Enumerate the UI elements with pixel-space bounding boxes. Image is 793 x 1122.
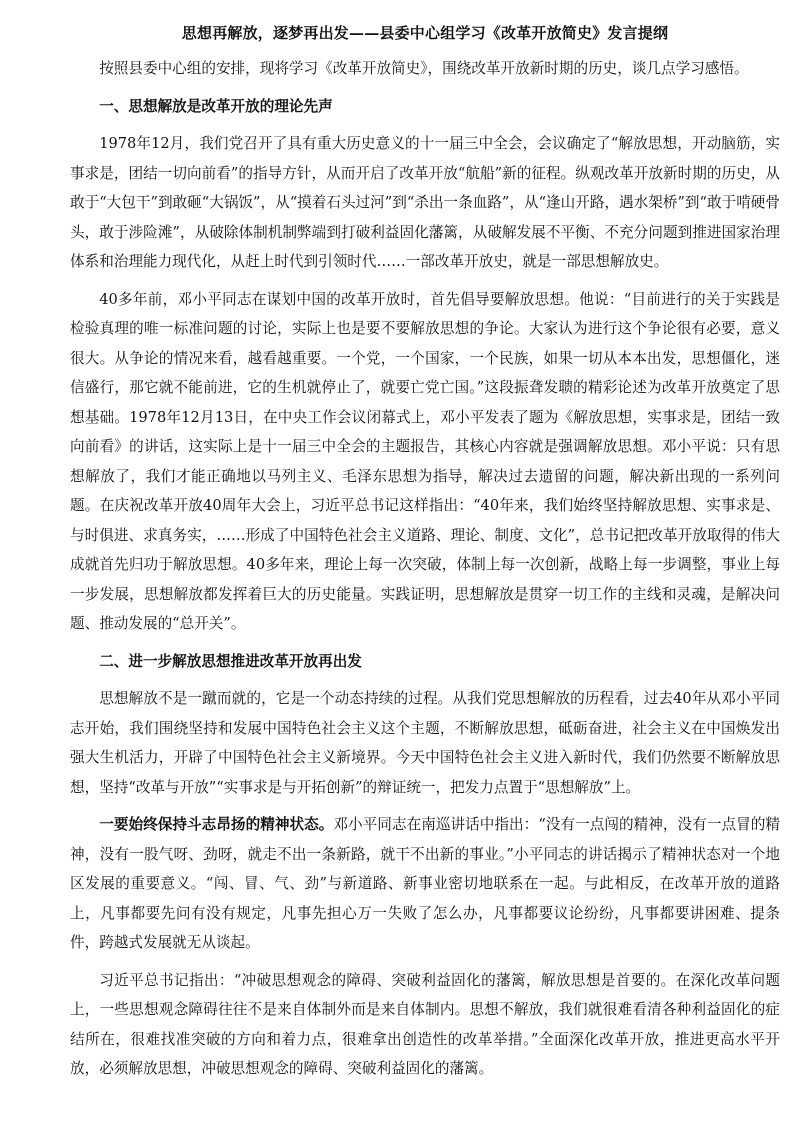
document-title: 思想再解放，逐梦再出发——县委中心组学习《改革开放简史》发言提纲 xyxy=(181,24,669,42)
section-2-paragraph-1: 思想解放不是一蹴而就的，它是一个动态持续的过程。从我们党思想解放的历程看，过去40年从邓小平同志开始，我们围绕坚持和发展中国特色社会主义这个主题，不断解放思想，砥砺奋进，社会主义在中国焕发出强大生机活力，开辟了中国特色社会主义新境界。今天中国特色社会主义进入新时代，我们仍然要不断解放思想，坚持“改革与开放”“实事求是与开拓创新”的辩证统一，把发力点置于“思想解放”上。 xyxy=(70,690,780,796)
section-1-heading: 一、思想解放是改革开放的理论先声 xyxy=(99,97,333,115)
section-2-paragraph-2-body: 邓小平同志在南巡讲话中指出：“没有一点闯的精神，没有一点冒的精神，没有一股气呀、劲呀，就走不出一条新路，就干不出新的事业。”小平同志的讲话揭示了精神状态对一个地区发展的重要意义。“闯、冒、气、劲”与新道路、新事业密切地联系在一起。与此相反，在改革开放的道路上，凡事都要先问有没有规定，凡事先担心万一失败了怎么办，凡事都要议论纷纷，凡事都要讲困难、提条件，跨越式发展就无从谈起。 xyxy=(70,816,780,951)
section-2-heading: 二、进一步解放思想推进改革开放再出发 xyxy=(99,652,362,670)
section-2-paragraph-3: 习近平总书记指出：“冲破思想观念的障碍、突破利益固化的藩篱，解放思想是首要的。在深化改革问题上，一些思想观念障碍往往不是来自体制外而是来自体制内。思想不解放，我们就很难看清各种利益固化的症结所在，很难找准突破的方向和着力点，很难拿出创造性的改革举措。”全面深化改革开放，推进更高水平开放，必须解放思想，冲破思想观念的障碍、突破利益固化的藩篱。 xyxy=(70,971,780,1077)
section-2-paragraph-2 xyxy=(70,810,780,958)
intro-paragraph: 按照县委中心组的安排，现将学习《改革开放简史》，围绕改革开放新时期的历史，谈几点学习感悟。 xyxy=(99,60,749,77)
section-1-paragraph-1: 1978年12月，我们党召开了具有重大历史意义的十一届三中全会，会议确定了“解放思想，开动脑筋，实事求是，团结一切向前看”的指导方针，从而开启了改革开放“航船”新的征程。纵观改革开放新时期的历史，从敢于“大包干”到敢砸“大锅饭”，从“摸着石头过河”到“杀出一条血路”，从“逢山开路，遇水架桥”到“敢于啃硬骨头，敢于涉险滩”，从破除体制机制弊端到打破利益固化藩篱，从破解发展不平衡、不充分问题到推进国家治理体系和治理能力现代化，从赶上时代到引领时代……一部改革开放史，就是一部思想解放史。 xyxy=(70,135,780,270)
document-page xyxy=(70,20,780,1092)
section-1-paragraph-2: 40多年前，邓小平同志在谋划中国的改革开放时，首先倡导要解放思想。他说：“目前进行的关于实践是检验真理的唯一标准问题的讨论，实际上也是要不要解放思想的争论。大家认为进行这个争论很有必要，意义很大。从争论的情况来看，越看越重要。一个党，一个国家，一个民族，如果一切从本本出发，思想僵化，迷信盛行，那它就不能前进，它的生机就停止了，就要亡党亡国。”这段振聋发聩的精彩论述为改革开放奠定了思想基础。1978年12月13日，在中央工作会议闭幕式上，邓小平发表了题为《解放思想，实事求是，团结一致向前看》的讲话，这实际上是十一届三中全会的主题报告，其核心内容就是强调解放思想。邓小平说：只有思想解放了，我们才能正确地以马列主义、毛泽东思想为指导，解决过去遗留的问题，解决新出现的一系列问题。在庆祝改革开放40周年大会上，习近平总书记这样指出：“40年来，我们始终坚持解放思想、实事求是、与时俱进、求真务实，……形成了中国特色社会主义道路、理论、制度、文化”，总书记把改革开放取得的伟大成就首先归功于解放思想。40多年来，理论上每一次突破，体制上每一次创新，战略上每一步调整，事业上每一步发展，思想解放都发挥着巨大的历史能量。实践证明，思想解放是贯穿一切工作的主线和灵魂，是解决问题、推动发展的“总开关”。 xyxy=(70,290,780,632)
section-2-paragraph-2-lead: 一要始终保持斗志昂扬的精神状态。 xyxy=(99,816,334,833)
